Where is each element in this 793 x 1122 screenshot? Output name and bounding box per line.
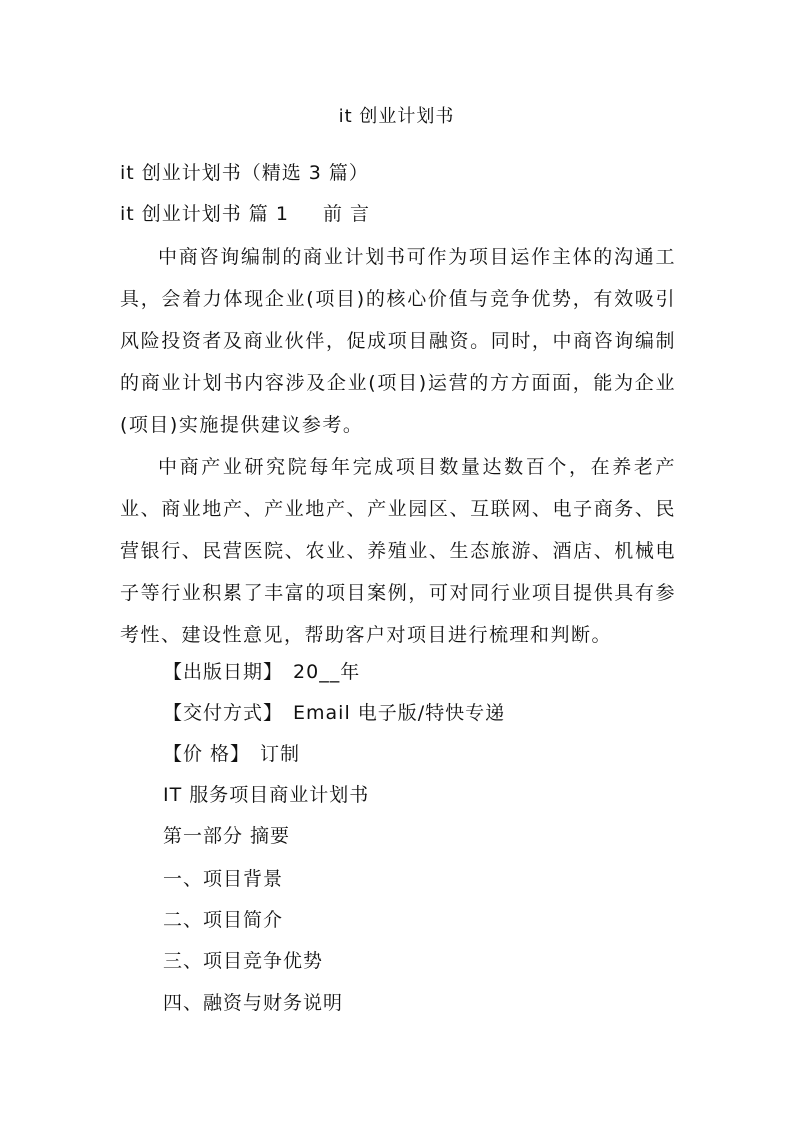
- chapter-heading: 前 言: [322, 203, 370, 225]
- chapter-heading-row: [120, 201, 370, 227]
- outline-item: 三、项目竞争优势: [163, 950, 324, 972]
- price-value: 订制: [260, 743, 301, 765]
- part-title: 第一部分 摘要: [163, 825, 291, 847]
- delivery-row: [163, 700, 505, 726]
- outline-item: 二、项目简介: [163, 909, 284, 931]
- publish-date-label: 【出版日期】: [163, 661, 284, 683]
- plan-title: IT 服务项目商业计划书: [163, 784, 370, 806]
- body-paragraph-1: 中商咨询编制的商业计划书可作为项目运作主体的沟通工具，会着力体现企业(项目)的核心价值与竞争优势，有效吸引风险投资者及商业伙伴，促成项目融资。同时，中商咨询编制的商业计划书内容涉及企业(项目)运营的方方面面，能为企业(项目)实施提供建议参考。: [120, 246, 676, 436]
- publish-date-row: [163, 659, 360, 685]
- delivery-label: 【交付方式】: [163, 702, 284, 724]
- outline-item: 一、项目背景: [163, 868, 284, 890]
- price-label: 【价 格】: [163, 743, 251, 765]
- body-paragraph-2: 中商产业研究院每年完成项目数量达数百个，在养老产业、商业地产、产业地产、产业园区、互联网、电子商务、民营银行、民营医院、农业、养殖业、生态旅游、酒店、机械电子等行业积累了丰富的项目案例，可对同行业项目提供具有参考性、建设性意见，帮助客户对项目进行梳理和判断。: [120, 456, 676, 646]
- delivery-value: Email 电子版/特快专递: [293, 702, 506, 724]
- document-title: it 创业计划书: [338, 106, 455, 127]
- chapter-label: it 创业计划书 篇 1: [120, 203, 289, 225]
- publish-date-value: 20__年: [293, 661, 361, 683]
- price-row: [163, 741, 300, 767]
- outline-item: 四、融资与财务说明: [163, 992, 344, 1014]
- document-subtitle: it 创业计划书（精选 3 篇）: [120, 162, 369, 184]
